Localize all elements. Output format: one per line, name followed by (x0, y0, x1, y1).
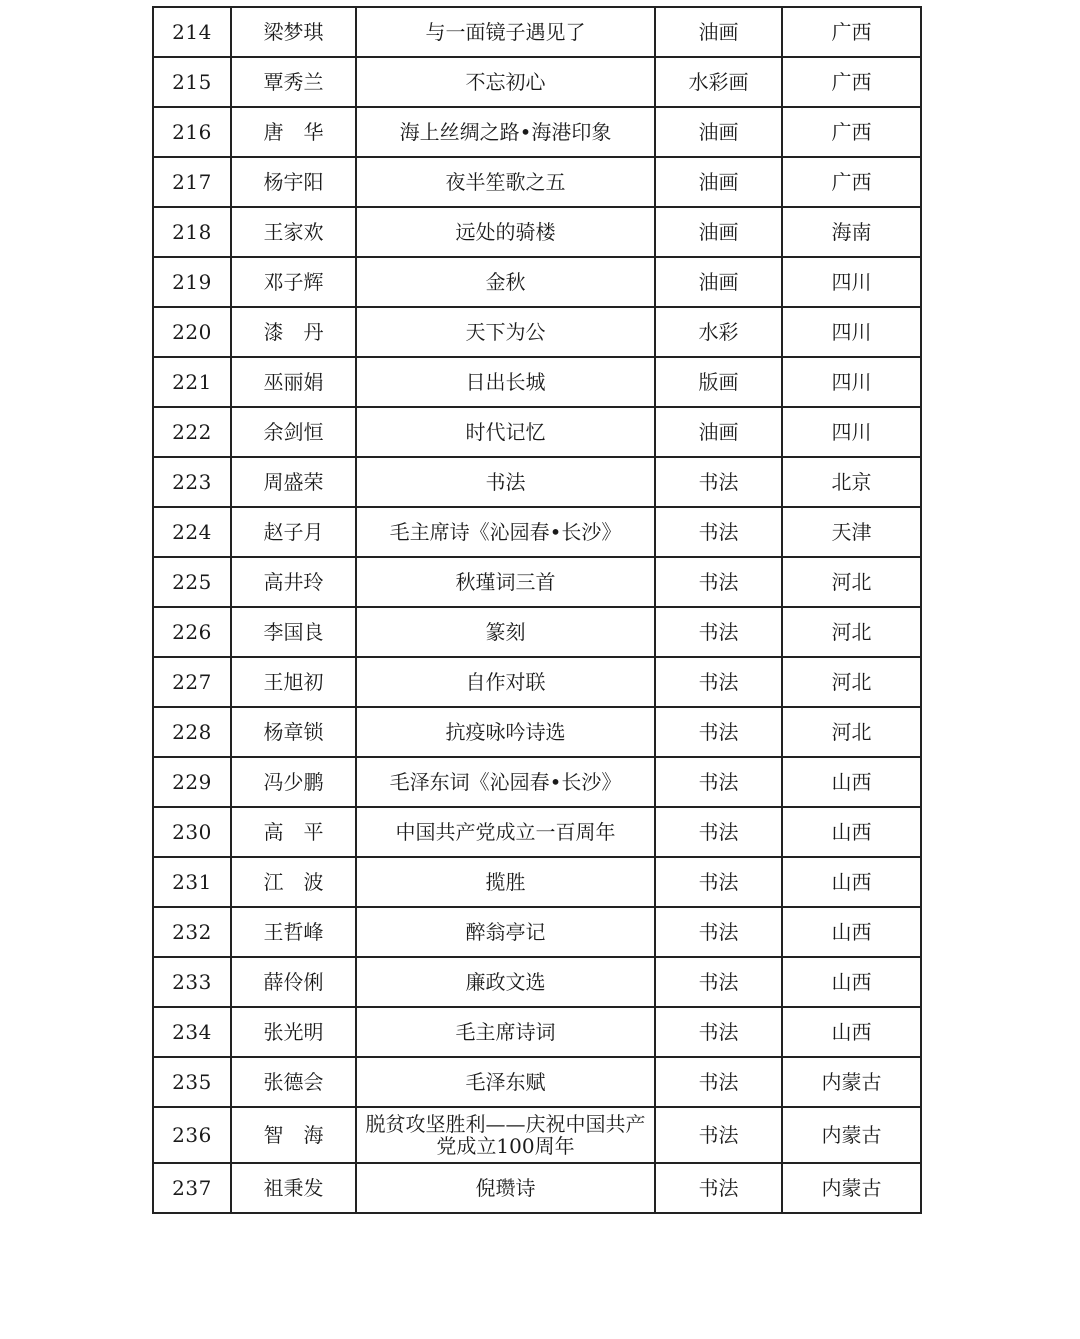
artist-region: 广西 (782, 7, 921, 57)
table-row (153, 1007, 921, 1057)
work-title: 廉政文选 (356, 957, 655, 1007)
artist-name: 周盛荣 (231, 457, 356, 507)
work-title: 金秋 (356, 257, 655, 307)
work-category: 油画 (655, 157, 782, 207)
entry-number: 232 (153, 907, 231, 957)
work-title: 不忘初心 (356, 57, 655, 107)
artist-region: 广西 (782, 157, 921, 207)
table-row (153, 807, 921, 857)
work-category: 油画 (655, 7, 782, 57)
table-row (153, 7, 921, 57)
artist-region: 北京 (782, 457, 921, 507)
work-category: 书法 (655, 507, 782, 557)
artist-region: 海南 (782, 207, 921, 257)
table-row (153, 957, 921, 1007)
artist-region: 内蒙古 (782, 1057, 921, 1107)
work-category: 书法 (655, 807, 782, 857)
entry-number: 226 (153, 607, 231, 657)
work-category: 书法 (655, 1057, 782, 1107)
work-title: 时代记忆 (356, 407, 655, 457)
entry-number: 236 (153, 1107, 231, 1163)
artist-name: 赵子月 (231, 507, 356, 557)
entry-number: 222 (153, 407, 231, 457)
work-title: 日出长城 (356, 357, 655, 407)
work-title: 天下为公 (356, 307, 655, 357)
artist-name: 高 平 (231, 807, 356, 857)
entry-number: 227 (153, 657, 231, 707)
work-category: 书法 (655, 457, 782, 507)
work-category: 油画 (655, 407, 782, 457)
artist-region: 河北 (782, 657, 921, 707)
entry-number: 218 (153, 207, 231, 257)
artist-region: 山西 (782, 907, 921, 957)
entry-number: 234 (153, 1007, 231, 1057)
work-category: 书法 (655, 907, 782, 957)
table-row (153, 557, 921, 607)
artist-name: 余剑恒 (231, 407, 356, 457)
entry-number: 217 (153, 157, 231, 207)
artist-name: 薛伶俐 (231, 957, 356, 1007)
artist-region: 广西 (782, 107, 921, 157)
work-title: 书法 (356, 457, 655, 507)
table-row (153, 707, 921, 757)
artist-name: 杨章锁 (231, 707, 356, 757)
artist-name: 邓子辉 (231, 257, 356, 307)
entry-number: 223 (153, 457, 231, 507)
artist-region: 山西 (782, 1007, 921, 1057)
work-title: 抗疫咏吟诗选 (356, 707, 655, 757)
table-row (153, 57, 921, 107)
artist-region: 四川 (782, 407, 921, 457)
work-title: 中国共产党成立一百周年 (356, 807, 655, 857)
entry-number: 228 (153, 707, 231, 757)
work-title: 夜半笙歌之五 (356, 157, 655, 207)
artist-region: 山西 (782, 957, 921, 1007)
work-category: 油画 (655, 257, 782, 307)
artist-region: 四川 (782, 307, 921, 357)
work-title: 毛主席诗词 (356, 1007, 655, 1057)
artist-name: 王哲峰 (231, 907, 356, 957)
table-row (153, 1057, 921, 1107)
work-title: 毛泽东词《沁园春•长沙》 (356, 757, 655, 807)
artist-region: 河北 (782, 557, 921, 607)
work-category: 书法 (655, 1007, 782, 1057)
artist-region: 天津 (782, 507, 921, 557)
artist-name: 智 海 (231, 1107, 356, 1163)
work-category: 水彩画 (655, 57, 782, 107)
work-category: 油画 (655, 107, 782, 157)
work-title: 揽胜 (356, 857, 655, 907)
work-title-line: 脱贫攻坚胜利——庆祝中国共产 (365, 1112, 646, 1136)
work-category: 书法 (655, 957, 782, 1007)
entry-number: 229 (153, 757, 231, 807)
table-row (153, 257, 921, 307)
artist-name: 王旭初 (231, 657, 356, 707)
artist-name: 唐 华 (231, 107, 356, 157)
artist-name: 杨宇阳 (231, 157, 356, 207)
artist-name: 江 波 (231, 857, 356, 907)
artist-name: 王家欢 (231, 207, 356, 257)
work-title: 海上丝绸之路•海港印象 (356, 107, 655, 157)
work-category: 水彩 (655, 307, 782, 357)
artist-region: 广西 (782, 57, 921, 107)
entry-number: 225 (153, 557, 231, 607)
entry-number: 235 (153, 1057, 231, 1107)
entry-number: 214 (153, 7, 231, 57)
artist-region: 四川 (782, 357, 921, 407)
table-row (153, 107, 921, 157)
table-row (153, 1107, 921, 1163)
table-row (153, 757, 921, 807)
artist-region: 河北 (782, 707, 921, 757)
work-category: 书法 (655, 657, 782, 707)
work-category: 书法 (655, 857, 782, 907)
work-category: 书法 (655, 607, 782, 657)
entry-number: 221 (153, 357, 231, 407)
artist-name: 覃秀兰 (231, 57, 356, 107)
artist-region: 山西 (782, 807, 921, 857)
entry-number: 215 (153, 57, 231, 107)
table-row (153, 657, 921, 707)
entry-number: 230 (153, 807, 231, 857)
work-category: 版画 (655, 357, 782, 407)
entry-number: 219 (153, 257, 231, 307)
artist-name: 巫丽娟 (231, 357, 356, 407)
table-row (153, 457, 921, 507)
artist-name: 祖秉发 (231, 1163, 356, 1213)
entry-number: 220 (153, 307, 231, 357)
artist-region: 内蒙古 (782, 1163, 921, 1213)
work-title: 倪瓒诗 (356, 1163, 655, 1213)
entry-number: 237 (153, 1163, 231, 1213)
artist-name: 张德会 (231, 1057, 356, 1107)
work-title: 篆刻 (356, 607, 655, 657)
artist-region: 山西 (782, 857, 921, 907)
table-row (153, 407, 921, 457)
work-title: 秋瑾词三首 (356, 557, 655, 607)
work-title: 醉翁亭记 (356, 907, 655, 957)
entry-number: 233 (153, 957, 231, 1007)
entry-number: 231 (153, 857, 231, 907)
artist-name: 张光明 (231, 1007, 356, 1057)
entry-number: 216 (153, 107, 231, 157)
work-category: 书法 (655, 757, 782, 807)
artist-name: 梁梦琪 (231, 7, 356, 57)
table-row (153, 507, 921, 557)
work-category: 书法 (655, 1163, 782, 1213)
artist-name: 高井玲 (231, 557, 356, 607)
table-row (153, 307, 921, 357)
artist-name: 冯少鹏 (231, 757, 356, 807)
work-category: 书法 (655, 707, 782, 757)
entries-table (152, 6, 922, 1214)
work-title: 自作对联 (356, 657, 655, 707)
work-title (356, 1107, 655, 1163)
artist-region: 河北 (782, 607, 921, 657)
work-title: 毛主席诗《沁园春•长沙》 (356, 507, 655, 557)
work-category: 油画 (655, 207, 782, 257)
table-row (153, 157, 921, 207)
work-title: 与一面镜子遇见了 (356, 7, 655, 57)
artist-region: 四川 (782, 257, 921, 307)
table-row (153, 857, 921, 907)
table-row (153, 907, 921, 957)
entry-number: 224 (153, 507, 231, 557)
work-title: 远处的骑楼 (356, 207, 655, 257)
work-title: 毛泽东赋 (356, 1057, 655, 1107)
table-row (153, 607, 921, 657)
artist-region: 内蒙古 (782, 1107, 921, 1163)
artist-region: 山西 (782, 757, 921, 807)
work-title-line: 党成立100周年 (436, 1134, 575, 1158)
artist-name: 李国良 (231, 607, 356, 657)
work-category: 书法 (655, 1107, 782, 1163)
table-row (153, 1163, 921, 1213)
table-row (153, 207, 921, 257)
table-row (153, 357, 921, 407)
work-category: 书法 (655, 557, 782, 607)
artist-name: 漆 丹 (231, 307, 356, 357)
